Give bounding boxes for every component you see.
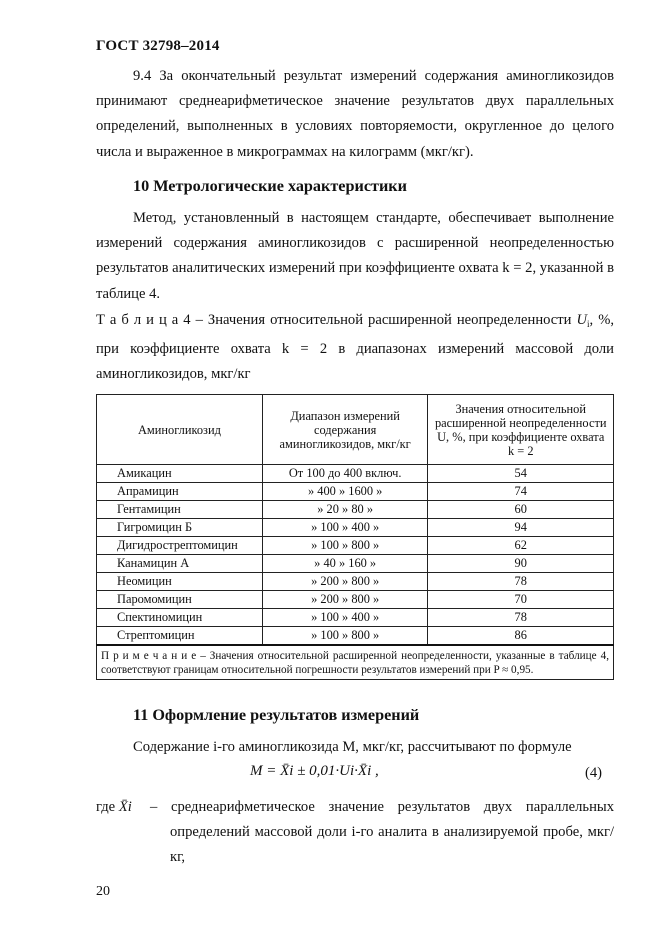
- range-cell: » 100 » 800 »: [262, 537, 428, 555]
- header-uncertainty: Значения относительной расширенной неопределенности U, %, при коэффициенте охвата k = 2: [428, 395, 614, 465]
- table-row: [97, 627, 614, 646]
- uncertainty-value: 94: [428, 519, 614, 537]
- table-row: [97, 573, 614, 591]
- aminoglycoside-name: Гентамицин: [97, 501, 263, 519]
- aminoglycoside-name: Амикацин: [97, 465, 263, 483]
- table-row: [97, 555, 614, 573]
- range-cell: » 200 » 800 »: [262, 573, 428, 591]
- uncertainty-value: 86: [428, 627, 614, 646]
- range-cell: » 100 » 400 »: [262, 519, 428, 537]
- uncertainty-value: 60: [428, 501, 614, 519]
- range-cell: » 40 » 160 »: [262, 555, 428, 573]
- aminoglycoside-name: Спектиномицин: [97, 609, 263, 627]
- aminoglycoside-name: Неомицин: [97, 573, 263, 591]
- paragraph-9-4: 9.4 За окончательный результат измерений содержания аминогликозидов принимают среднеарифметическое значение результатов двух параллельных определений, выполненных в условиях повторяемости, округленное до целого числа и выраженное в микрограммах на килограмм (мкг/кг).: [96, 68, 614, 160]
- range-cell: » 100 » 400 »: [262, 609, 428, 627]
- table-caption-text-1: – Значения относительной расширенной неопределенности: [190, 312, 577, 328]
- uncertainty-value: 90: [428, 555, 614, 573]
- where-label: где: [96, 799, 116, 815]
- range-cell: » 400 » 1600 »: [262, 483, 428, 501]
- table-caption-label: Т а б л и ц а 4: [96, 312, 191, 328]
- table-body: [97, 465, 614, 680]
- page-number: 20: [96, 884, 110, 899]
- aminoglycoside-name: Гигромицин Б: [97, 519, 263, 537]
- table-row: [97, 591, 614, 609]
- table-caption-text-2: , %, при коэффициенте охвата k = 2 в диапазонах измерений массовой доли аминогликозидов, мкг/кг: [96, 312, 614, 383]
- uncertainty-value: 62: [428, 537, 614, 555]
- section-11-intro: Содержание i-го аминогликозида M, мкг/кг, рассчитывают по формуле: [133, 739, 572, 755]
- aminoglycoside-name: Апрамицин: [97, 483, 263, 501]
- header-aminoglycoside: Аминогликозид: [97, 395, 263, 465]
- aminoglycoside-name: Паромомицин: [97, 591, 263, 609]
- aminoglycoside-name: Стрептомицин: [97, 627, 263, 646]
- table-row: [97, 609, 614, 627]
- uncertainty-symbol: U: [576, 312, 588, 328]
- where-symbol: X̄i: [118, 799, 132, 815]
- range-cell: » 100 » 800 »: [262, 627, 428, 646]
- aminoglycoside-name: Дигидрострептомицин: [97, 537, 263, 555]
- standard-header: ГОСТ 32798–2014: [96, 38, 220, 54]
- uncertainty-value: 70: [428, 591, 614, 609]
- section-10-title: 10 Метрологические характеристики: [133, 177, 407, 195]
- header-range: Диапазон измерений содержания аминогликозидов, мкг/кг: [262, 395, 428, 465]
- table-row: [97, 537, 614, 555]
- uncertainty-table: [96, 394, 614, 680]
- section-11-title: 11 Оформление результатов измерений: [133, 706, 420, 724]
- table-row: [97, 465, 614, 483]
- aminoglycoside-name: Канамицин А: [97, 555, 263, 573]
- uncertainty-value: 74: [428, 483, 614, 501]
- where-definition: – среднеарифметическое значение результатов двух параллельных определений массовой доли i-го аналита в анализируемой пробе, мкг/кг,: [150, 799, 614, 866]
- range-cell: » 200 » 800 »: [262, 591, 428, 609]
- table-row: [97, 483, 614, 501]
- section-10-text: Метод, установленный в настоящем стандарте, обеспечивает выполнение измерений содержания аминогликозидов с расширенной неопределенностью результатов аналитических измерений при коэффициенте охвата k = 2, указанной в таблице 4.: [96, 210, 614, 302]
- formula: M = X̄i ± 0,01·Ui·X̄i ,: [250, 763, 379, 779]
- table-note: П р и м е ч а н и е – Значения относительной расширенной неопределенности, указанные в таблице 4, соответствуют границам относительной погрешности результатов измерений при P ≈ 0,95.: [97, 645, 614, 680]
- uncertainty-value: 78: [428, 609, 614, 627]
- table-row: [97, 501, 614, 519]
- range-cell: От 100 до 400 включ.: [262, 465, 428, 483]
- equation-number: (4): [585, 765, 603, 781]
- uncertainty-value: 54: [428, 465, 614, 483]
- table-note-row: [97, 645, 614, 680]
- range-cell: » 20 » 80 »: [262, 501, 428, 519]
- table-row: [97, 519, 614, 537]
- uncertainty-value: 78: [428, 573, 614, 591]
- table-caption: Т а б л и ц а 4 – Значения относительной расширенной неопределенности $U_i$, %, при коэффициенте охвата k = 2 в диапазонах измерений массовой доли аминогликозидов, мкг/кг: [96, 312, 614, 383]
